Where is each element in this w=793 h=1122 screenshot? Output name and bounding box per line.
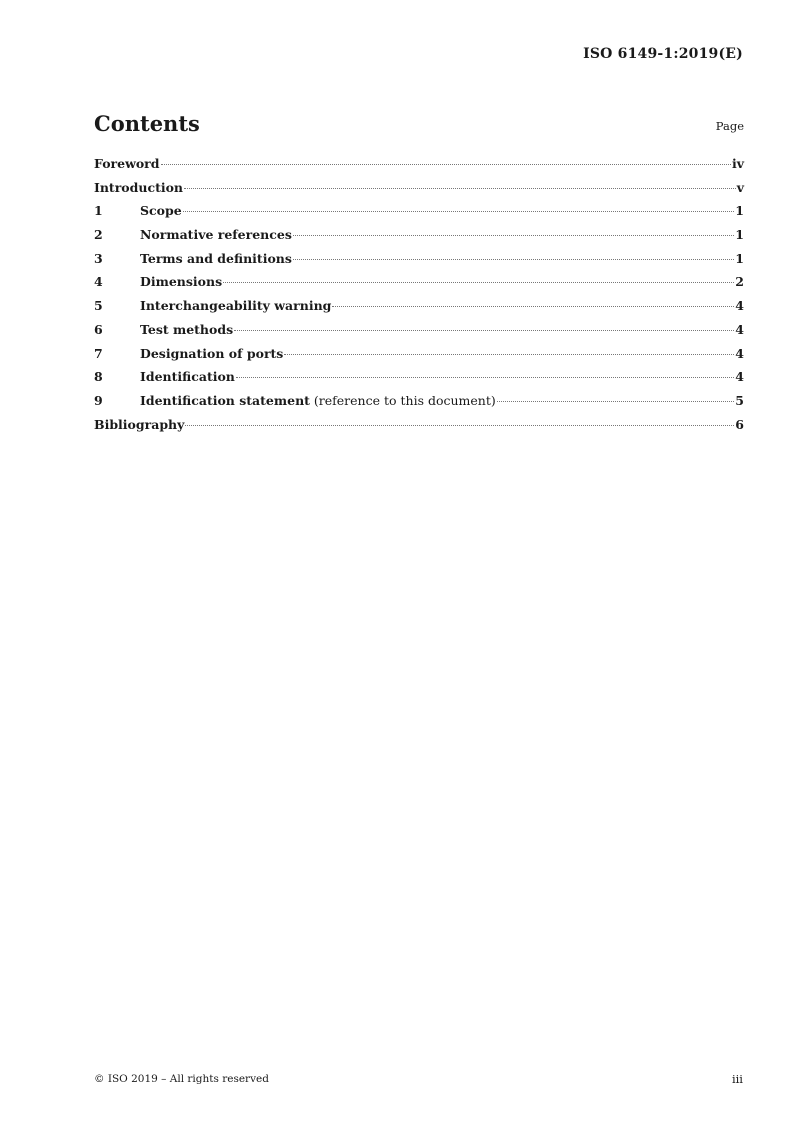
toc-entry-title: Scope (140, 203, 182, 219)
toc-entry-page: 5 (735, 392, 744, 408)
toc-entry-page: 4 (735, 345, 744, 361)
toc-entry-identification[interactable] (94, 367, 744, 391)
toc-entry-interchangeability-warning[interactable] (94, 296, 744, 320)
toc-entry-page: 1 (735, 227, 744, 243)
toc-entry-number: 2 (94, 227, 103, 243)
toc-dot-leader (293, 259, 734, 260)
toc-entry-page: 4 (735, 298, 744, 314)
toc-dot-leader (234, 330, 734, 331)
toc-entry-title: Identification statement (140, 392, 310, 408)
toc-entry-number: 4 (94, 274, 103, 290)
toc-entry-title: Test methods (140, 321, 234, 337)
contents-header (94, 112, 744, 138)
toc-entry-number: 8 (94, 369, 103, 385)
toc-dot-leader (497, 401, 735, 402)
toc-entry-title: Introduction (94, 179, 184, 195)
toc-entry-title: Foreword (94, 156, 160, 171)
toc-entry-terms-and-definitions[interactable] (94, 249, 744, 273)
toc-dot-leader (236, 377, 734, 378)
toc-entry-title: Interchangeability warning (140, 298, 332, 314)
toc-entry-number: 6 (94, 321, 103, 337)
document-id: ISO 6149-1:2019(E) (583, 46, 743, 62)
page-column-label: Page (715, 119, 744, 133)
toc-entry-title: Dimensions (140, 274, 223, 290)
toc-entry-number: 9 (94, 392, 103, 408)
toc-dot-leader (185, 425, 734, 426)
toc-entry-designation-of-ports[interactable] (94, 344, 744, 368)
toc-entry-number: 1 (94, 203, 103, 219)
toc-dot-leader (223, 282, 734, 283)
toc-dot-leader (293, 235, 734, 236)
footer-copyright: © ISO 2019 – All rights reserved (94, 1073, 269, 1085)
toc-entry-page: 1 (735, 203, 744, 219)
toc-entry-number: 7 (94, 345, 103, 361)
toc-entry-number: 3 (94, 250, 103, 266)
toc-dot-leader (161, 164, 731, 165)
toc-entry-page: iv (731, 156, 744, 171)
toc-entry-normative-references[interactable] (94, 225, 744, 249)
toc-entry-dimensions[interactable] (94, 272, 744, 296)
toc-entry-page: 2 (735, 274, 744, 290)
toc-entry-test-methods[interactable] (94, 320, 744, 344)
toc-entry-foreword[interactable] (94, 154, 744, 178)
toc-entry-title: Identification (140, 369, 235, 385)
toc-entry-bibliography[interactable] (94, 415, 744, 439)
table-of-contents (94, 154, 744, 438)
toc-entry-page: 6 (735, 416, 744, 432)
toc-entry-title: Bibliography (94, 416, 185, 432)
toc-entry-title: Normative references (140, 227, 292, 243)
toc-dot-leader (284, 354, 734, 355)
toc-entry-introduction[interactable] (94, 178, 744, 202)
toc-entry-page: 1 (735, 250, 744, 266)
contents-title: Contents (94, 111, 200, 136)
toc-entry-identification-statement[interactable] (94, 391, 744, 415)
toc-entry-scope[interactable] (94, 201, 744, 225)
toc-entry-number: 5 (94, 298, 103, 314)
toc-dot-leader (184, 188, 736, 189)
toc-entry-title-group (140, 391, 496, 411)
toc-entry-title: Terms and definitions (140, 250, 292, 266)
toc-entry-page: v (736, 179, 744, 195)
toc-dot-leader (183, 211, 735, 212)
toc-entry-subtitle: (reference to this document) (309, 392, 496, 408)
toc-dot-leader (332, 306, 734, 307)
toc-entry-page: 4 (735, 321, 744, 337)
footer-page-number: iii (731, 1072, 743, 1086)
toc-entry-title: Designation of ports (140, 345, 284, 361)
toc-entry-page: 4 (735, 369, 744, 385)
